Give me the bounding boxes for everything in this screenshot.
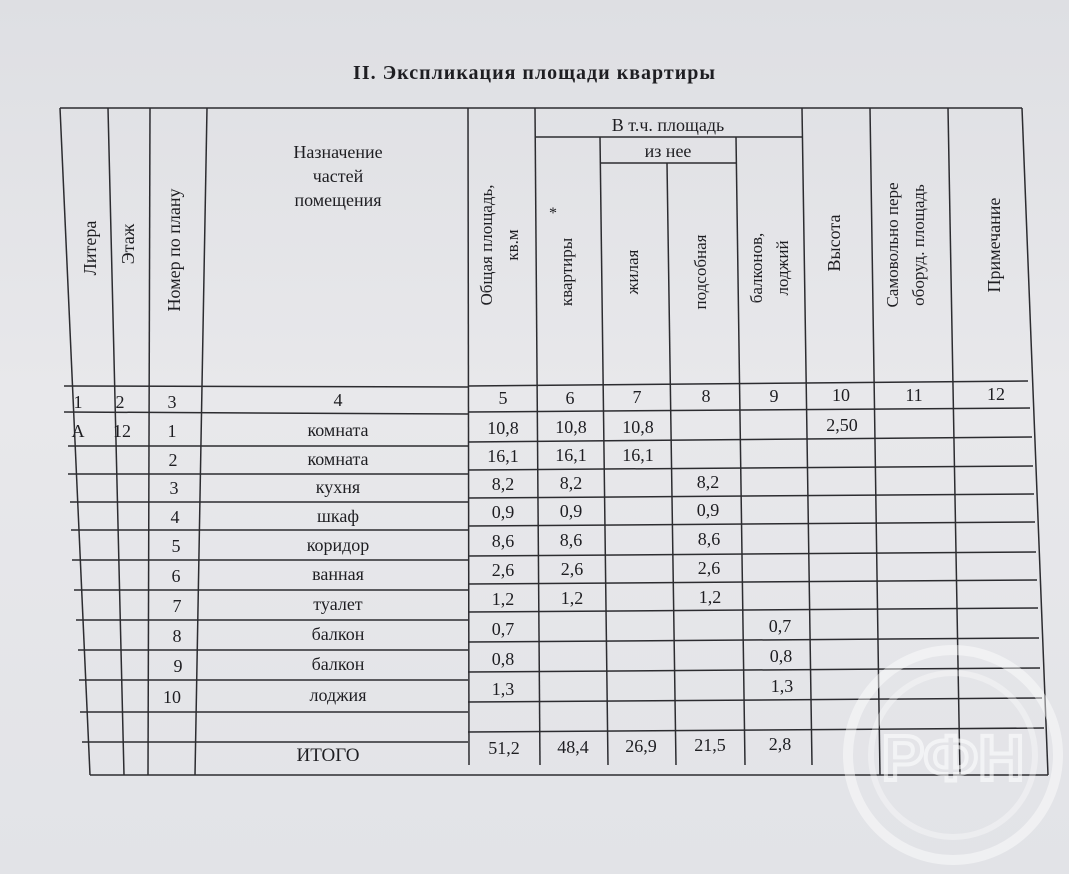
header-obshaya-1: Общая площадь, — [477, 184, 496, 306]
column-number: 1 — [73, 392, 83, 412]
column-number: 5 — [498, 388, 508, 408]
cell-zhil: 10,8 — [622, 417, 654, 437]
cell-kv: 10,8 — [555, 417, 587, 437]
cell-litera: А — [71, 421, 85, 441]
header-balkonov-1: балконов, — [747, 232, 766, 304]
cell-balk: 0,8 — [769, 646, 793, 666]
column-number: 3 — [167, 392, 177, 412]
cell-obsh: 8,6 — [491, 531, 515, 551]
total-obsh: 51,2 — [488, 738, 520, 758]
header-nomer: Номер по плану — [164, 188, 184, 312]
cell-obsh: 0,9 — [491, 502, 515, 522]
cell-obsh: 8,2 — [491, 474, 515, 494]
cell-nomer: 6 — [171, 566, 181, 586]
header-etazh: Этаж — [118, 223, 138, 265]
cell-balk: 1,3 — [770, 676, 794, 696]
column-number: 10 — [832, 385, 850, 405]
total-kv: 48,4 — [557, 737, 589, 757]
cell-name: шкаф — [317, 506, 359, 526]
cell-name: лоджия — [309, 685, 367, 705]
column-number: 9 — [769, 386, 779, 406]
header-naznachenie-1: Назначение — [293, 142, 383, 162]
column-numbers-row — [74, 384, 1006, 412]
header-primechanie: Примечание — [984, 197, 1004, 293]
cell-nomer: 1 — [167, 421, 177, 441]
cell-name: ванная — [312, 564, 364, 584]
cell-pods: 8,6 — [697, 529, 721, 549]
header-balkonov-2: лоджий — [773, 240, 792, 296]
cell-name: балкон — [311, 624, 365, 644]
cell-nomer: 4 — [170, 507, 180, 527]
cell-vys: 2,50 — [826, 415, 858, 435]
cell-pods: 2,6 — [697, 558, 721, 578]
cell-obsh: 10,8 — [487, 418, 519, 438]
total-label: ИТОГО — [296, 745, 360, 766]
column-number: 8 — [701, 386, 711, 406]
cell-obsh: 1,3 — [491, 679, 515, 699]
cell-name: комната — [307, 449, 369, 469]
cell-obsh: 0,7 — [491, 619, 515, 639]
cell-nomer: 10 — [163, 687, 181, 707]
column-number: 11 — [905, 385, 923, 405]
watermark-logo — [838, 640, 1068, 870]
header-kvartiry: квартиры — [557, 237, 576, 307]
header-samovolno-1: Самовольно пере — [883, 182, 902, 308]
cell-name: кухня — [315, 477, 361, 497]
cell-name: коридор — [306, 535, 370, 555]
column-number: 12 — [987, 384, 1005, 404]
cell-kv: 16,1 — [555, 445, 587, 465]
table-row — [173, 587, 722, 616]
table-row — [172, 529, 721, 556]
cell-zhil: 16,1 — [622, 445, 654, 465]
header-naznachenie-3: помещения — [294, 190, 382, 210]
document-title: II. Экспликация площади квартиры — [353, 62, 716, 84]
column-number: 2 — [115, 392, 125, 412]
column-number: 6 — [565, 388, 575, 408]
cell-kv: 2,6 — [560, 559, 584, 579]
table-row — [170, 472, 720, 498]
cell-pods: 1,2 — [698, 587, 722, 607]
cell-name: балкон — [311, 654, 365, 674]
cell-pods: 0,9 — [696, 500, 720, 520]
cell-kv: 8,6 — [559, 530, 583, 550]
cell-nomer: 5 — [171, 536, 181, 556]
cell-nomer: 8 — [172, 626, 182, 646]
header-zhilaya: жилая — [623, 249, 642, 295]
cell-nomer: 2 — [168, 450, 178, 470]
cell-kv: 1,2 — [560, 588, 584, 608]
cell-obsh: 1,2 — [491, 589, 515, 609]
total-balk: 2,8 — [768, 734, 792, 754]
cell-balk: 0,7 — [768, 616, 792, 636]
cell-nomer: 7 — [172, 596, 182, 616]
cell-name: туалет — [313, 594, 363, 614]
header-podsobnaya: подсобная — [691, 234, 710, 310]
table-row — [169, 445, 654, 470]
cell-obsh: 2,6 — [491, 560, 515, 580]
column-number: 4 — [333, 390, 343, 410]
cell-etazh: 12 — [113, 421, 131, 441]
header-v-tch: В т.ч. площадь — [611, 115, 725, 135]
header-naznachenie-2: частей — [312, 166, 364, 186]
cell-nomer: 9 — [173, 656, 183, 676]
table-row — [171, 500, 720, 527]
header-iz-nee: из нее — [644, 141, 692, 161]
cell-obsh: 16,1 — [487, 446, 519, 466]
column-number: 7 — [632, 387, 642, 407]
header-samovolno-2: оборуд. площадь — [909, 184, 928, 306]
header-litera: Литера — [80, 220, 100, 276]
cell-pods: 8,2 — [696, 472, 720, 492]
header-obshaya-2: кв.м — [503, 229, 522, 261]
cell-obsh: 0,8 — [491, 649, 515, 669]
header-vysota: Высота — [824, 214, 844, 272]
cell-nomer: 3 — [169, 478, 179, 498]
table-row — [172, 558, 721, 586]
cell-kv: 0,9 — [559, 501, 583, 521]
total-zhil: 26,9 — [625, 736, 657, 756]
table-header — [80, 115, 1004, 311]
total-pods: 21,5 — [694, 735, 726, 755]
cell-name: комната — [307, 420, 369, 440]
cell-kv: 8,2 — [559, 473, 583, 493]
total-row — [296, 734, 791, 766]
header-kvartiry-mark: * — [549, 205, 557, 222]
watermark-text: РФН — [881, 722, 1025, 794]
